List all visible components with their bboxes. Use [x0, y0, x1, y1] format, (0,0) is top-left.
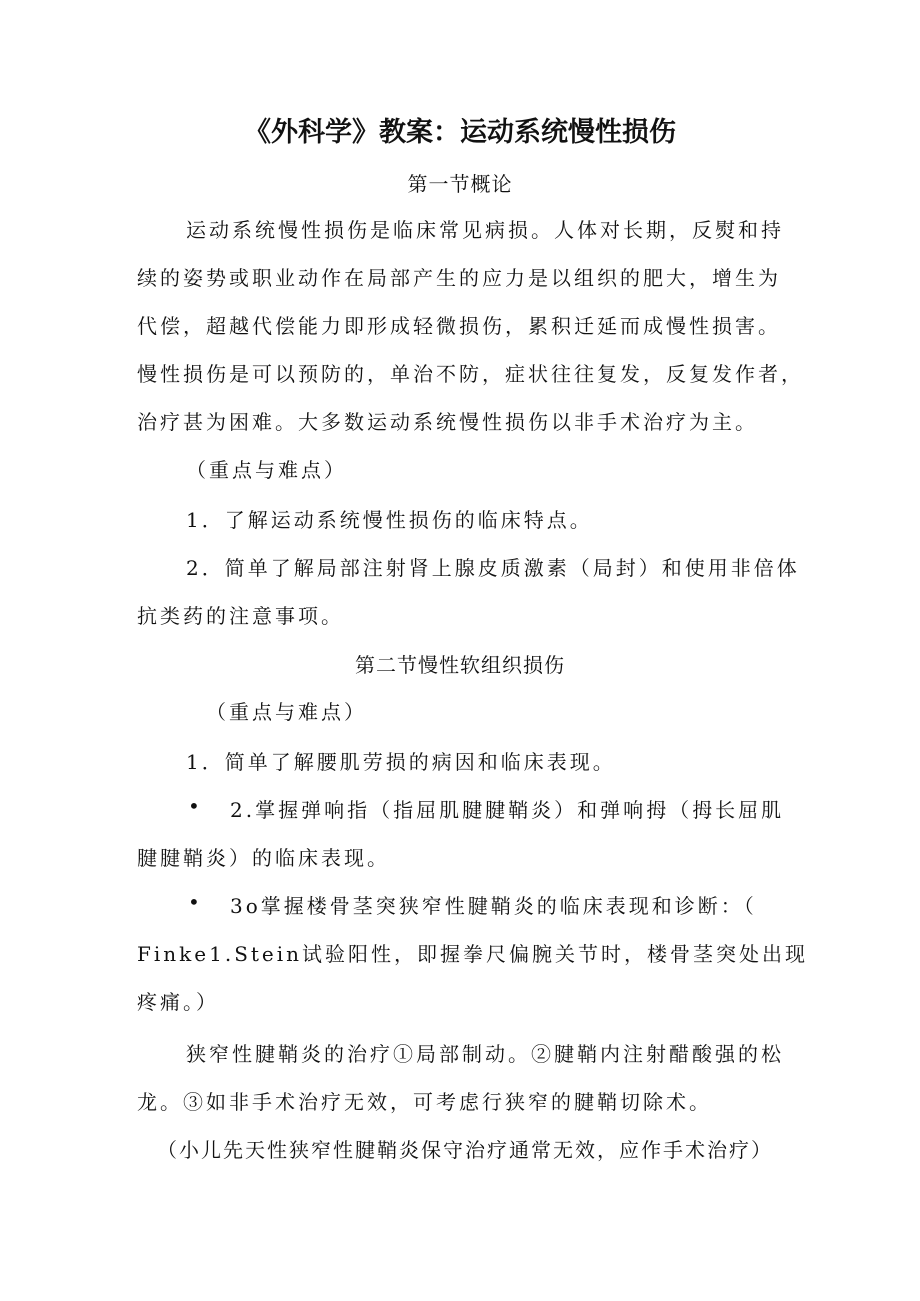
paragraph-line: 慢性损伤是可以预防的，单治不防，症状往往复发，反复发作者，: [137, 362, 804, 386]
list-item: 3o掌握楼骨茎突狭窄性腱鞘炎的临床表现和诊断：（: [230, 894, 757, 918]
list-item-continuation: 腱腱鞘炎）的临床表现。: [137, 846, 390, 870]
paragraph-line: 治疗甚为困难。大多数运动系统慢性损伤以非手术治疗为主。: [137, 410, 758, 434]
paragraph-line: 代偿，超越代偿能力即形成轻微损伤，累积迁延而成慢性损害。: [137, 314, 781, 338]
list-item-continuation: Finke1.Stein试验阳性，即握拳尺偏腕关节时，楼骨茎突处出现: [137, 942, 809, 966]
bullet-icon: •: [188, 890, 200, 914]
list-item-continuation: 疼痛。）: [137, 990, 219, 1014]
paragraph-line: 运动系统慢性损伤是临床常见病损。人体对长期，反熨和持: [186, 218, 784, 242]
section-heading-2: 第二节慢性软组织损伤: [355, 653, 565, 677]
note-text: （小儿先天性狭窄性腱鞘炎保守治疗通常无效，应作手术治疗）: [157, 1138, 773, 1162]
key-points-label: （重点与难点）: [186, 458, 347, 482]
list-item: 1．了解运动系统慢性损伤的临床特点。: [186, 508, 593, 532]
document-title: 《外科学》教案：运动系统慢性损伤: [244, 117, 676, 148]
paragraph-line: 续的姿势或职业动作在局部产生的应力是以组织的肥大，增生为: [137, 266, 781, 290]
section-heading-1: 第一节概论: [407, 172, 513, 196]
paragraph-line: 狭窄性腱鞘炎的治疗①局部制动。②腱鞘内注射醋酸强的松: [186, 1042, 784, 1066]
bullet-icon: •: [188, 794, 200, 818]
list-item: 2．简单了解局部注射肾上腺皮质激素（局封）和使用非倍体: [186, 556, 800, 580]
list-item-continuation: 抗类药的注意事项。: [137, 604, 344, 628]
list-item: 1．简单了解腰肌劳损的病因和临床表现。: [186, 750, 616, 774]
key-points-label: （重点与难点）: [206, 700, 367, 724]
paragraph-line: 龙。③如非手术治疗无效，可考虑行狭窄的腱鞘切除术。: [137, 1090, 712, 1114]
list-item: 2.掌握弹响指（指屈肌腱腱鞘炎）和弹响拇（拇长屈肌: [230, 798, 785, 822]
